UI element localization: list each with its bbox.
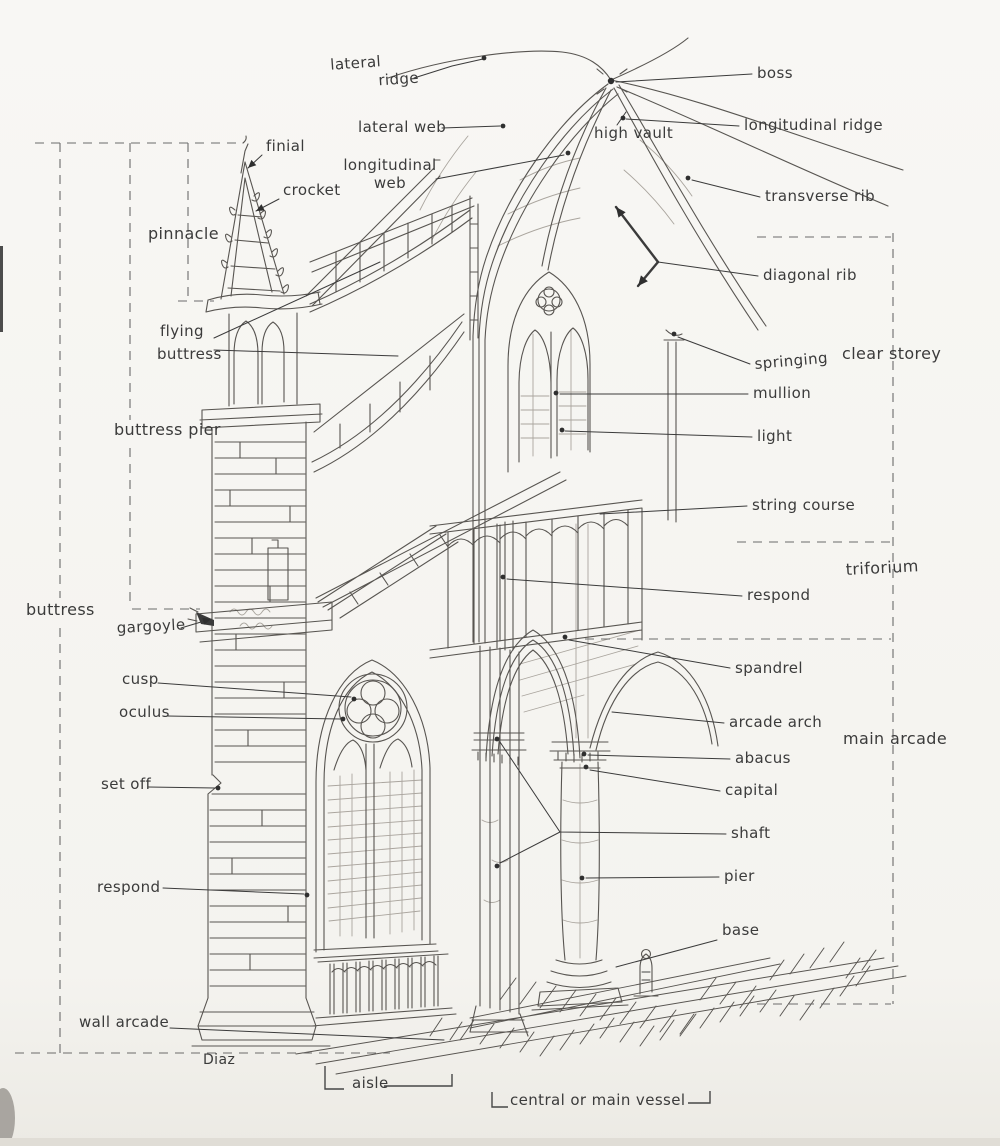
label-text: buttress [26,600,95,619]
label-signature [203,1052,235,1068]
leader-dot [554,391,559,396]
label-text: abacus [735,749,791,767]
label-text: high vault [594,124,674,142]
leader-dot [305,893,310,898]
label-text: main arcade [843,729,948,748]
leader-dot [341,717,346,722]
label-text: wall arcade [79,1013,170,1031]
label-text: shaft [731,824,771,842]
label-text: buttress pier [114,420,221,439]
leader-dot [584,765,589,770]
label-text: crocket [283,181,341,199]
label-text: ridge [377,68,420,90]
label-text: lateral [329,52,382,74]
label-main-arcade [843,729,947,748]
scan-edge-mark [0,246,3,332]
label-text: mullion [753,384,812,402]
label-text: base [722,921,760,939]
leader-dot [621,116,626,121]
label-text: longitudinal ridge [744,116,884,134]
leader-dot [560,428,565,433]
label-text: pinnacle [148,224,219,243]
label-text: clear storey [842,344,942,363]
label-buttress-pier [114,420,221,439]
label-text: light [757,427,793,445]
label-central-or-main-vessel [510,1091,685,1109]
scan-bottom-shadow [0,1138,1000,1146]
label-text: diagonal rib [763,266,857,284]
label-text: springing [753,348,829,373]
leader-dot [566,151,571,156]
leader-dot [482,56,487,61]
leader-dot [563,635,568,640]
leader-dot [216,786,221,791]
leader-dot [686,176,691,181]
leader-dot [501,124,506,129]
label-text: Diaz [203,1052,236,1068]
label-buttress [26,600,95,619]
label-text: buttress [157,345,222,363]
label-text: capital [725,781,779,799]
label-text: respond [97,878,161,896]
label-text: arcade arch [729,713,823,731]
leader-dot [352,697,357,702]
label-text: web [373,174,407,192]
label-text: finial [266,137,305,155]
leader-dot [672,332,677,337]
label-text: triforium [845,556,920,579]
label-text: gargoyle [116,615,186,637]
label-pinnacle [148,224,219,243]
label-text: spandrel [735,659,803,677]
label-text: central or main vessel [510,1091,686,1109]
label-aisle [352,1074,389,1092]
label-text: pier [724,867,755,885]
label-text: respond [747,586,811,604]
label-text: aisle [352,1074,389,1092]
label-text: lateral web [358,118,447,136]
label-text: longitudinal [343,156,437,174]
label-text: flying [160,322,204,340]
leader-dot [582,752,587,757]
label-text: oculus [119,703,170,721]
leader-dot [495,864,500,869]
leader-dot [495,737,500,742]
label-clear-storey [842,344,941,363]
label-text: boss [757,64,793,82]
leader-dot [609,79,614,84]
label-text: cusp [122,670,159,688]
label-triforium [845,556,919,579]
leader-dot [501,575,506,580]
label-text: transverse rib [765,187,876,205]
label-text: set off [101,775,152,793]
leader-dot [580,876,585,881]
label-text: string course [752,496,856,514]
